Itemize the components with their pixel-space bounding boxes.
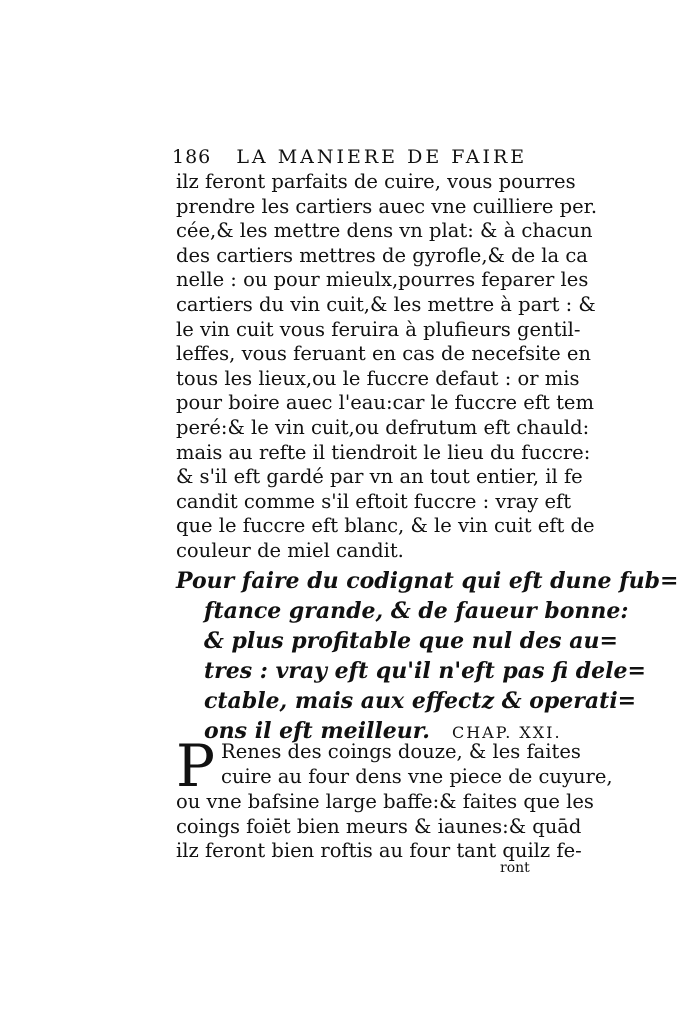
text-line: couleur de miel candit. bbox=[176, 538, 404, 562]
text-line: des cartiers mettres de gyrofle,& de la ca bbox=[176, 243, 588, 267]
text-line: prendre les cartiers auec vne cuilliere per. bbox=[176, 194, 598, 218]
chapter-heading bbox=[176, 566, 678, 748]
heading-line: ftance grande, & de faueur bonne: bbox=[204, 598, 629, 624]
catchword: ront bbox=[500, 860, 530, 876]
text-line: pour boire auec l'eau:car le fuccre eft tem bbox=[176, 391, 594, 415]
drop-cap: P bbox=[176, 732, 216, 800]
text-line: cée,& les mettre dens vn plat: & à chacun bbox=[176, 219, 593, 243]
text-line: cuire au four dens vne piece de cuyure, bbox=[221, 764, 613, 788]
text-line: ou vne bafsine large baffe:& faites que les bbox=[176, 790, 594, 813]
text-line: candit comme s'il eftoit fuccre : vray eft bbox=[176, 489, 572, 513]
text-line: nelle : ou pour mieulx,pourres feparer les bbox=[176, 268, 589, 292]
paragraph-1 bbox=[176, 170, 598, 564]
text-line: coings foiēt bien meurs & iaunes:& quād bbox=[176, 814, 582, 838]
text-line: que le fuccre eft blanc, & le vin cuit eft de bbox=[176, 514, 595, 538]
text-line: ilz feront bien roftis au four tant quilz fe- bbox=[176, 839, 582, 862]
text-line: & s'il eft gardé par vn an tout entier, il fe bbox=[176, 465, 583, 489]
running-header bbox=[172, 146, 532, 168]
chapter-label: CHAP. XXI. bbox=[451, 723, 562, 742]
running-title: LA MANIERE DE FAIRE bbox=[236, 146, 528, 168]
heading-line: Pour faire du codignat qui eft dune fub= bbox=[176, 568, 678, 594]
text-line: le vin cuit vous feruira à plufieurs gentil- bbox=[176, 317, 581, 341]
text-line: peré:& le vin cuit,ou defrutum eft chauld: bbox=[176, 415, 590, 439]
text-line: ilz feront parfaits de cuire, vous pourres bbox=[176, 170, 576, 193]
text-line: leffes, vous feruant en cas de necefsite en bbox=[176, 342, 591, 366]
heading-line-text: ons il eft meilleur. bbox=[204, 718, 430, 744]
page-number: 186 bbox=[172, 146, 212, 168]
heading-line: & plus profitable que nul des au= bbox=[204, 628, 618, 654]
text-line: Renes des coings douze, & les faites bbox=[221, 740, 581, 763]
text-line: tous les lieux,ou le fuccre defaut : or mis bbox=[176, 366, 580, 390]
heading-line: ctable, mais aux effectz & operati= bbox=[204, 688, 637, 714]
text-line: cartiers du vin cuit,& les mettre à part : & bbox=[176, 292, 596, 316]
text-line: mais au refte il tiendroit le lieu du fuccre: bbox=[176, 440, 591, 464]
heading-line: tres : vray eft qu'il n'eft pas fi dele= bbox=[204, 658, 646, 684]
